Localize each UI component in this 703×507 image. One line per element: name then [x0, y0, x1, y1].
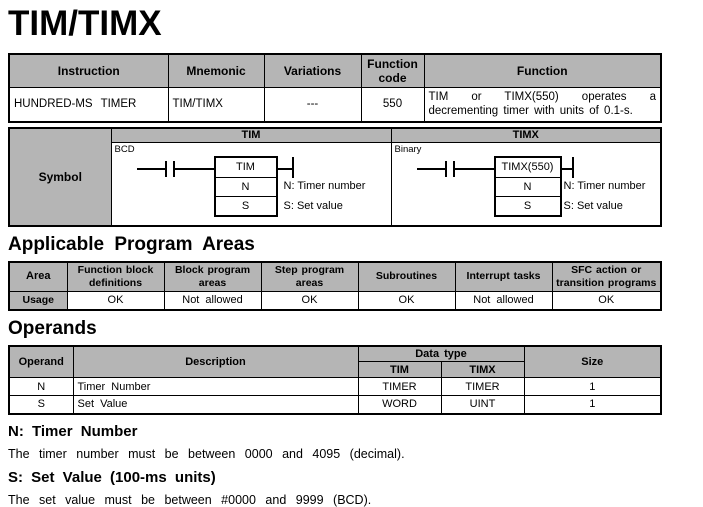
note-heading-timer-number: N: Timer Number: [8, 422, 138, 440]
box-title: TIM: [236, 160, 255, 173]
cell-operand: S: [9, 396, 73, 414]
rung-line: [562, 168, 572, 170]
applicable-areas-heading: Applicable Program Areas: [8, 233, 255, 255]
cell-function: TIM or TIMX(550) operates a decrementing timer with units of 0.1-s.: [424, 87, 661, 122]
rung-end-bar: [572, 157, 574, 178]
header-description: Description: [73, 346, 358, 378]
operand-n-desc: N: Timer number: [563, 179, 646, 192]
usage-col-4: Not allowed: [455, 292, 552, 310]
applicable-areas-table: [8, 261, 662, 311]
contact-icon: [165, 161, 167, 177]
header-function: Function: [424, 54, 661, 88]
instruction-box: [494, 156, 562, 217]
cell-tim-type: WORD: [358, 396, 441, 414]
cell-instruction: HUNDRED-MS TIMER: [9, 87, 168, 122]
symbol-label: Symbol: [9, 128, 111, 226]
usage-col-1: Not allowed: [164, 292, 261, 310]
cell-description: Timer Number: [73, 378, 358, 396]
rung-line: [175, 168, 214, 170]
instruction-box: [214, 156, 278, 217]
area-col-2: Step program areas: [261, 262, 358, 292]
rung-line: [455, 168, 494, 170]
symbol-table: [8, 127, 662, 227]
box-operand-n: N: [216, 177, 276, 196]
area-col-0: Function block definitions: [67, 262, 164, 292]
cell-function-code: 550: [361, 87, 424, 122]
usage-row-label: Usage: [9, 292, 67, 310]
cell-description: Set Value: [73, 396, 358, 414]
box-operand-s: S: [496, 196, 560, 215]
operands-table: [8, 345, 662, 415]
header-function-code: Function code: [361, 54, 424, 88]
usage-row: [9, 292, 661, 310]
operands-header-row: [9, 346, 661, 362]
rung-line: [417, 168, 445, 170]
operand-n-desc: N: Timer number: [283, 179, 366, 192]
cell-size: 1: [524, 396, 661, 414]
header-tim: TIM: [358, 362, 441, 378]
page-title: TIM/TIMX: [8, 4, 162, 43]
ladder-diagram-timx: [392, 143, 661, 225]
header-operand: Operand: [9, 346, 73, 378]
note-text-timer-number: The timer number must be between 0000 and 4095 (decimal).: [8, 446, 405, 461]
mode-label: Binary: [394, 143, 422, 155]
mode-label: BCD: [114, 143, 135, 155]
cell-operand: N: [9, 378, 73, 396]
usage-col-3: OK: [358, 292, 455, 310]
timx-column-header: TIMX: [391, 128, 661, 142]
operands-heading: Operands: [8, 317, 97, 339]
instruction-table-header-row: [9, 54, 661, 88]
operand-row-s: [9, 396, 661, 414]
area-col-5: SFC action or transition programs: [552, 262, 661, 292]
area-col-1: Block program areas: [164, 262, 261, 292]
header-instruction: Instruction: [9, 54, 168, 88]
areas-header-row: [9, 262, 661, 292]
cell-variations: ---: [264, 87, 361, 122]
usage-col-5: OK: [552, 292, 661, 310]
box-operand-s: S: [216, 196, 276, 215]
area-col-3: Subroutines: [358, 262, 455, 292]
header-mnemonic: Mnemonic: [168, 54, 264, 88]
timx-symbol-cell: [391, 142, 661, 226]
operand-s-desc: S: Set value: [563, 199, 623, 212]
instruction-table-data-row: [9, 87, 661, 122]
usage-col-0: OK: [67, 292, 164, 310]
rung-line: [278, 168, 292, 170]
cell-timx-type: UINT: [441, 396, 524, 414]
operand-s-desc: S: Set value: [283, 199, 343, 212]
ladder-diagram-tim: [112, 143, 391, 225]
box-operand-n: N: [496, 177, 560, 196]
rung-line: [137, 168, 165, 170]
area-row-label: Area: [9, 262, 67, 292]
header-variations: Variations: [264, 54, 361, 88]
cell-tim-type: TIMER: [358, 378, 441, 396]
header-data-type: Data type: [358, 346, 524, 362]
cell-timx-type: TIMER: [441, 378, 524, 396]
area-col-4: Interrupt tasks: [455, 262, 552, 292]
cell-mnemonic: TIM/TIMX: [168, 87, 264, 122]
usage-col-2: OK: [261, 292, 358, 310]
note-heading-set-value: S: Set Value (100-ms units): [8, 468, 216, 486]
cell-size: 1: [524, 378, 661, 396]
tim-column-header: TIM: [111, 128, 391, 142]
instruction-table: [8, 53, 662, 124]
header-size: Size: [524, 346, 661, 378]
note-text-set-value: The set value must be between #0000 and 9999 (BCD).: [8, 492, 372, 507]
rung-end-bar: [292, 157, 294, 178]
tim-symbol-cell: [111, 142, 391, 226]
header-timx: TIMX: [441, 362, 524, 378]
contact-icon: [445, 161, 447, 177]
operand-row-n: [9, 378, 661, 396]
box-title: TIMX(550): [501, 160, 554, 173]
